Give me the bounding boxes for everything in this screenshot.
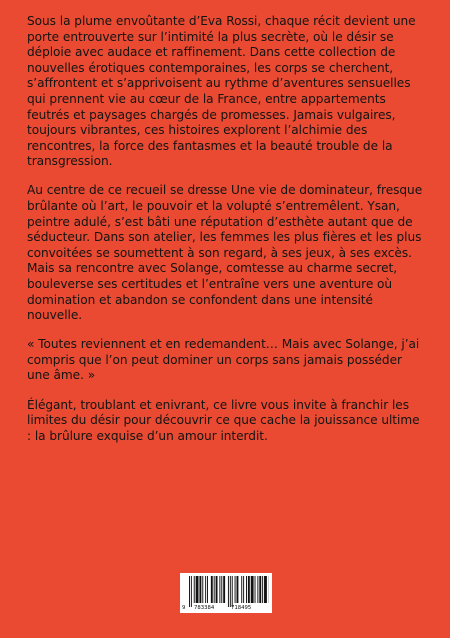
barcode-bar: [259, 576, 261, 603]
barcode-bar: [264, 576, 267, 603]
barcode-bar: [221, 576, 222, 603]
barcode-bar: [223, 576, 225, 603]
barcode-bar: [241, 576, 242, 603]
barcode-bar: [199, 576, 201, 603]
barcode-bar: [211, 576, 213, 603]
barcode-group-right: 718495: [231, 604, 252, 611]
barcode-bar: [189, 576, 190, 607]
blurb-quote: « Toutes reviennent et en redemandent… Mais avec Solange, j’ai compris que l’on peut dominer un corps sans jamais posséder une âme. »: [27, 337, 420, 383]
barcode-bar: [235, 576, 236, 603]
barcode-bar: [251, 576, 254, 603]
barcode-bar: [196, 576, 199, 603]
barcode-digit-first: 9: [182, 604, 186, 611]
blurb: [27, 14, 427, 458]
barcode-bar: [246, 576, 247, 603]
barcode-bar: [230, 576, 231, 607]
barcode-bar: [219, 576, 220, 603]
barcode-bar: [237, 576, 239, 603]
blurb-paragraph-intro: Sous la plume envoûtante d’Eva Rossi, chaque récit devient une porte entrouverte sur l’intimité la plus secrète, où le désir se déploie avec audace et raffinement. Dans cette collection de nouvelles érotiques contemporaines, les corps se cherchent, s’affrontent et s’apprivoisent au rythme d’aventures sensuelles qui prennent vie au cœur de la France, entre appartements feutrés et paysages chargés de promesses. Jamais vulgaires, toujours vibrantes, ces histoires explorent l’alchimie des rencontres, la force des fantasmes et la beauté trouble de la transgression.: [27, 14, 416, 169]
barcode-bar: [191, 576, 192, 607]
barcode-bar: [248, 576, 250, 603]
isbn-barcode: [180, 573, 272, 613]
blurb-paragraph-closing: Élégant, troublant et enivrant, ce livre vous invite à franchir les limites du désir pour découvrir ce que cache la jouissance ultime : la brûlure exquise d’un amour interdit.: [27, 397, 420, 443]
barcode-bar: [202, 576, 203, 603]
blurb-paragraph-synopsis: Au centre de ce recueil se dresse Une vie de dominateur, fresque brûlante où l’art, le pouvoir et la volupté s’entremêlent. Ysan, peintre adulé, s’est bâti une réputation d’esthète autant que de séducteur. Dans son atelier, les femmes les plus fières et les plus convoitées se soumettent à son regard, à ses jeux, à ses excès. Mais sa rencontre avec Solange, comtesse au charme secret, bouleverse ses certitudes et l’entraîne vers une aventure où domination et abandon se confondent dans une intensité nouvelle.: [27, 183, 423, 323]
barcode-bar: [243, 576, 244, 603]
barcode-bar: [232, 576, 233, 607]
barcode-bar: [214, 576, 215, 603]
barcode-bar: [194, 576, 195, 603]
barcode-bar: [257, 576, 258, 603]
barcode-bar: [207, 576, 208, 603]
barcode-bar: [228, 576, 229, 607]
barcode-bar: [255, 576, 256, 603]
barcode-bar: [216, 576, 218, 603]
barcode-group-left: 783384: [194, 604, 215, 611]
barcode-bar: [262, 576, 263, 603]
barcode-bar: [205, 576, 206, 603]
